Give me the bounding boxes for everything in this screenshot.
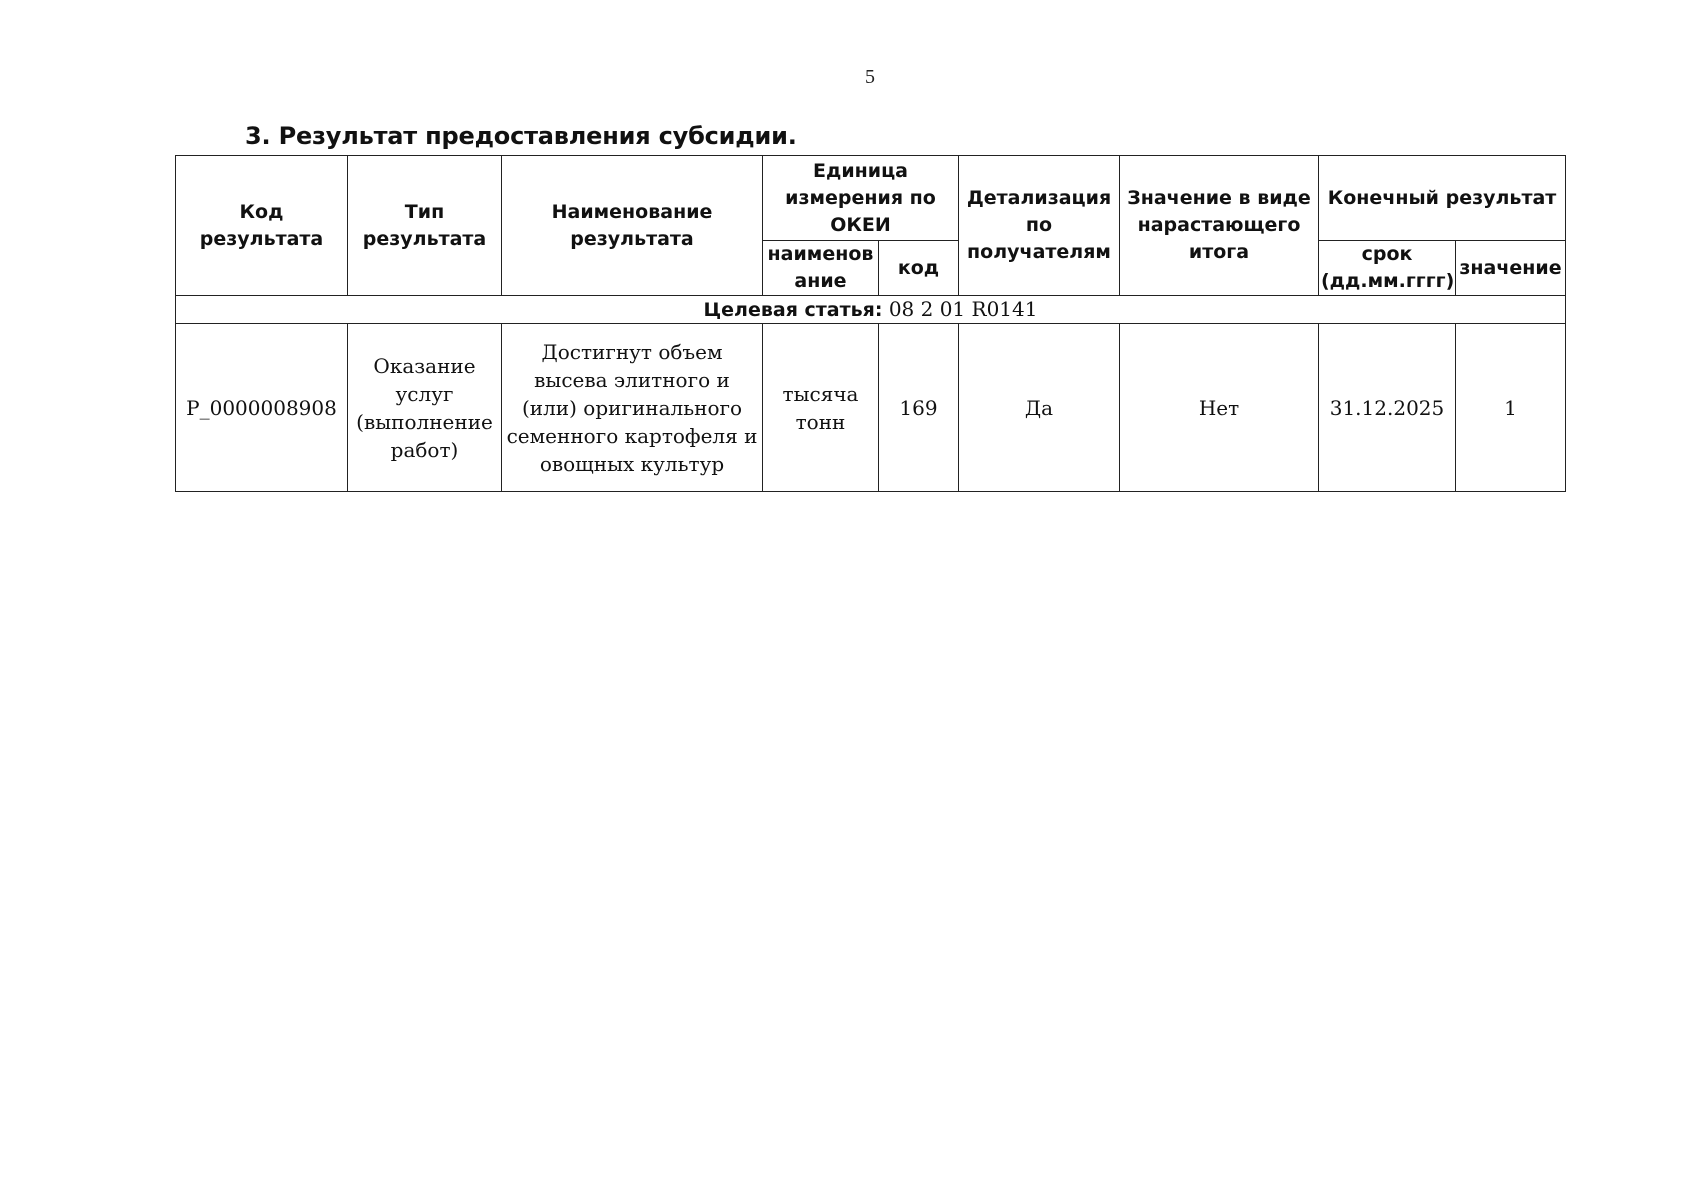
target-article-row: [176, 296, 1566, 324]
header-code: Код результата: [176, 156, 348, 296]
header-unit-name: наименов ание: [763, 241, 879, 296]
header-value: значение: [1456, 241, 1566, 296]
section-title: 3. Результат предоставления субсидии.: [245, 122, 797, 150]
header-unit-code: код: [879, 241, 959, 296]
table-row: [176, 324, 1566, 492]
header-name: Наименование результата: [502, 156, 763, 296]
cell-code: P_0000008908: [176, 324, 348, 492]
header-final-group: Конечный результат: [1319, 156, 1566, 241]
page-number: 5: [865, 66, 875, 88]
cell-cumulative: Нет: [1120, 324, 1319, 492]
header-row-1: [176, 156, 1566, 241]
header-type: Тип результата: [348, 156, 502, 296]
cell-detail: Да: [959, 324, 1120, 492]
results-table: [175, 155, 1566, 492]
cell-value: 1: [1456, 324, 1566, 492]
cell-type: Оказание услуг (выполнение работ): [348, 324, 502, 492]
header-deadline: срок (дд.мм.гггг): [1319, 241, 1456, 296]
header-cumulative: Значение в виде нарастающего итога: [1120, 156, 1319, 296]
target-article-cell: [176, 296, 1566, 324]
header-detail: Детализация по получателям: [959, 156, 1120, 296]
cell-unit-name: тысяча тонн: [763, 324, 879, 492]
target-article-label: Целевая статья:: [703, 299, 883, 321]
cell-unit-code: 169: [879, 324, 959, 492]
header-unit-group: Единица измерения по ОКЕИ: [763, 156, 959, 241]
target-article-value: 08 2 01 R0141: [888, 297, 1038, 321]
cell-deadline: 31.12.2025: [1319, 324, 1456, 492]
cell-name: Достигнут объем высева элитного и (или) оригинального семенного картофеля и овощных культур: [502, 324, 763, 492]
